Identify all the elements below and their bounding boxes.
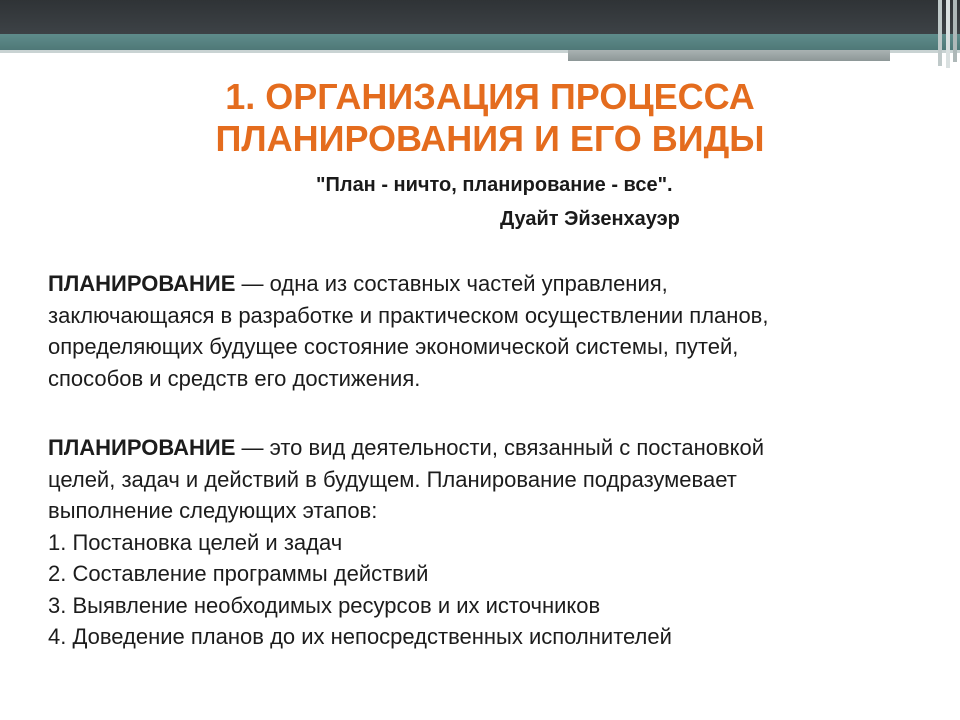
paragraph-line: определяющих будущее состояние экономической системы, путей,: [48, 334, 739, 359]
header-accent-band: [0, 34, 960, 50]
step-item: 2. Составление программы действий: [48, 561, 429, 586]
paragraph-line: способов и средств его достижения.: [48, 365, 421, 391]
slide-title-line-1: 1. ОРГАНИЗАЦИЯ ПРОЦЕССА: [225, 76, 755, 117]
paragraph-line: [48, 432, 928, 464]
definition-term: ПЛАНИРОВАНИЕ: [48, 435, 236, 460]
corner-bar: [946, 0, 950, 68]
corner-bar: [953, 0, 957, 62]
corner-bar: [938, 0, 942, 66]
header-dark-band: [0, 0, 960, 34]
epigraph-quote: "План - ничто, планирование - все".: [316, 174, 673, 196]
paragraph-line: заключающаяся в разработке и практическом осуществлении планов,: [48, 302, 769, 328]
definition-paragraph-1: [48, 268, 928, 394]
slide-title: [140, 76, 840, 160]
slide-title-line-2: ПЛАНИРОВАНИЯ И ЕГО ВИДЫ: [215, 118, 765, 159]
header-gray-tab: [568, 50, 890, 61]
epigraph-author: Дуайт Эйзенхауэр: [500, 208, 680, 230]
step-item: 3. Выявление необходимых ресурсов и их источников: [48, 592, 601, 618]
definition-text: — одна из составных частей управления,: [235, 271, 668, 296]
paragraph-line: целей, задач и действий в будущем. Планирование подразумевает: [48, 466, 737, 492]
step-item: 4. Доведение планов до их непосредственных исполнителей: [48, 624, 672, 649]
paragraph-line: [48, 268, 928, 300]
step-item: 1. Постановка целей и задач: [48, 529, 343, 555]
definition-text: — это вид деятельности, связанный с постановкой: [235, 435, 765, 460]
paragraph-line: выполнение следующих этапов:: [48, 498, 378, 523]
definition-paragraph-2: [48, 432, 928, 653]
corner-decoration: [932, 0, 960, 68]
definition-term: ПЛАНИРОВАНИЕ: [48, 271, 236, 296]
